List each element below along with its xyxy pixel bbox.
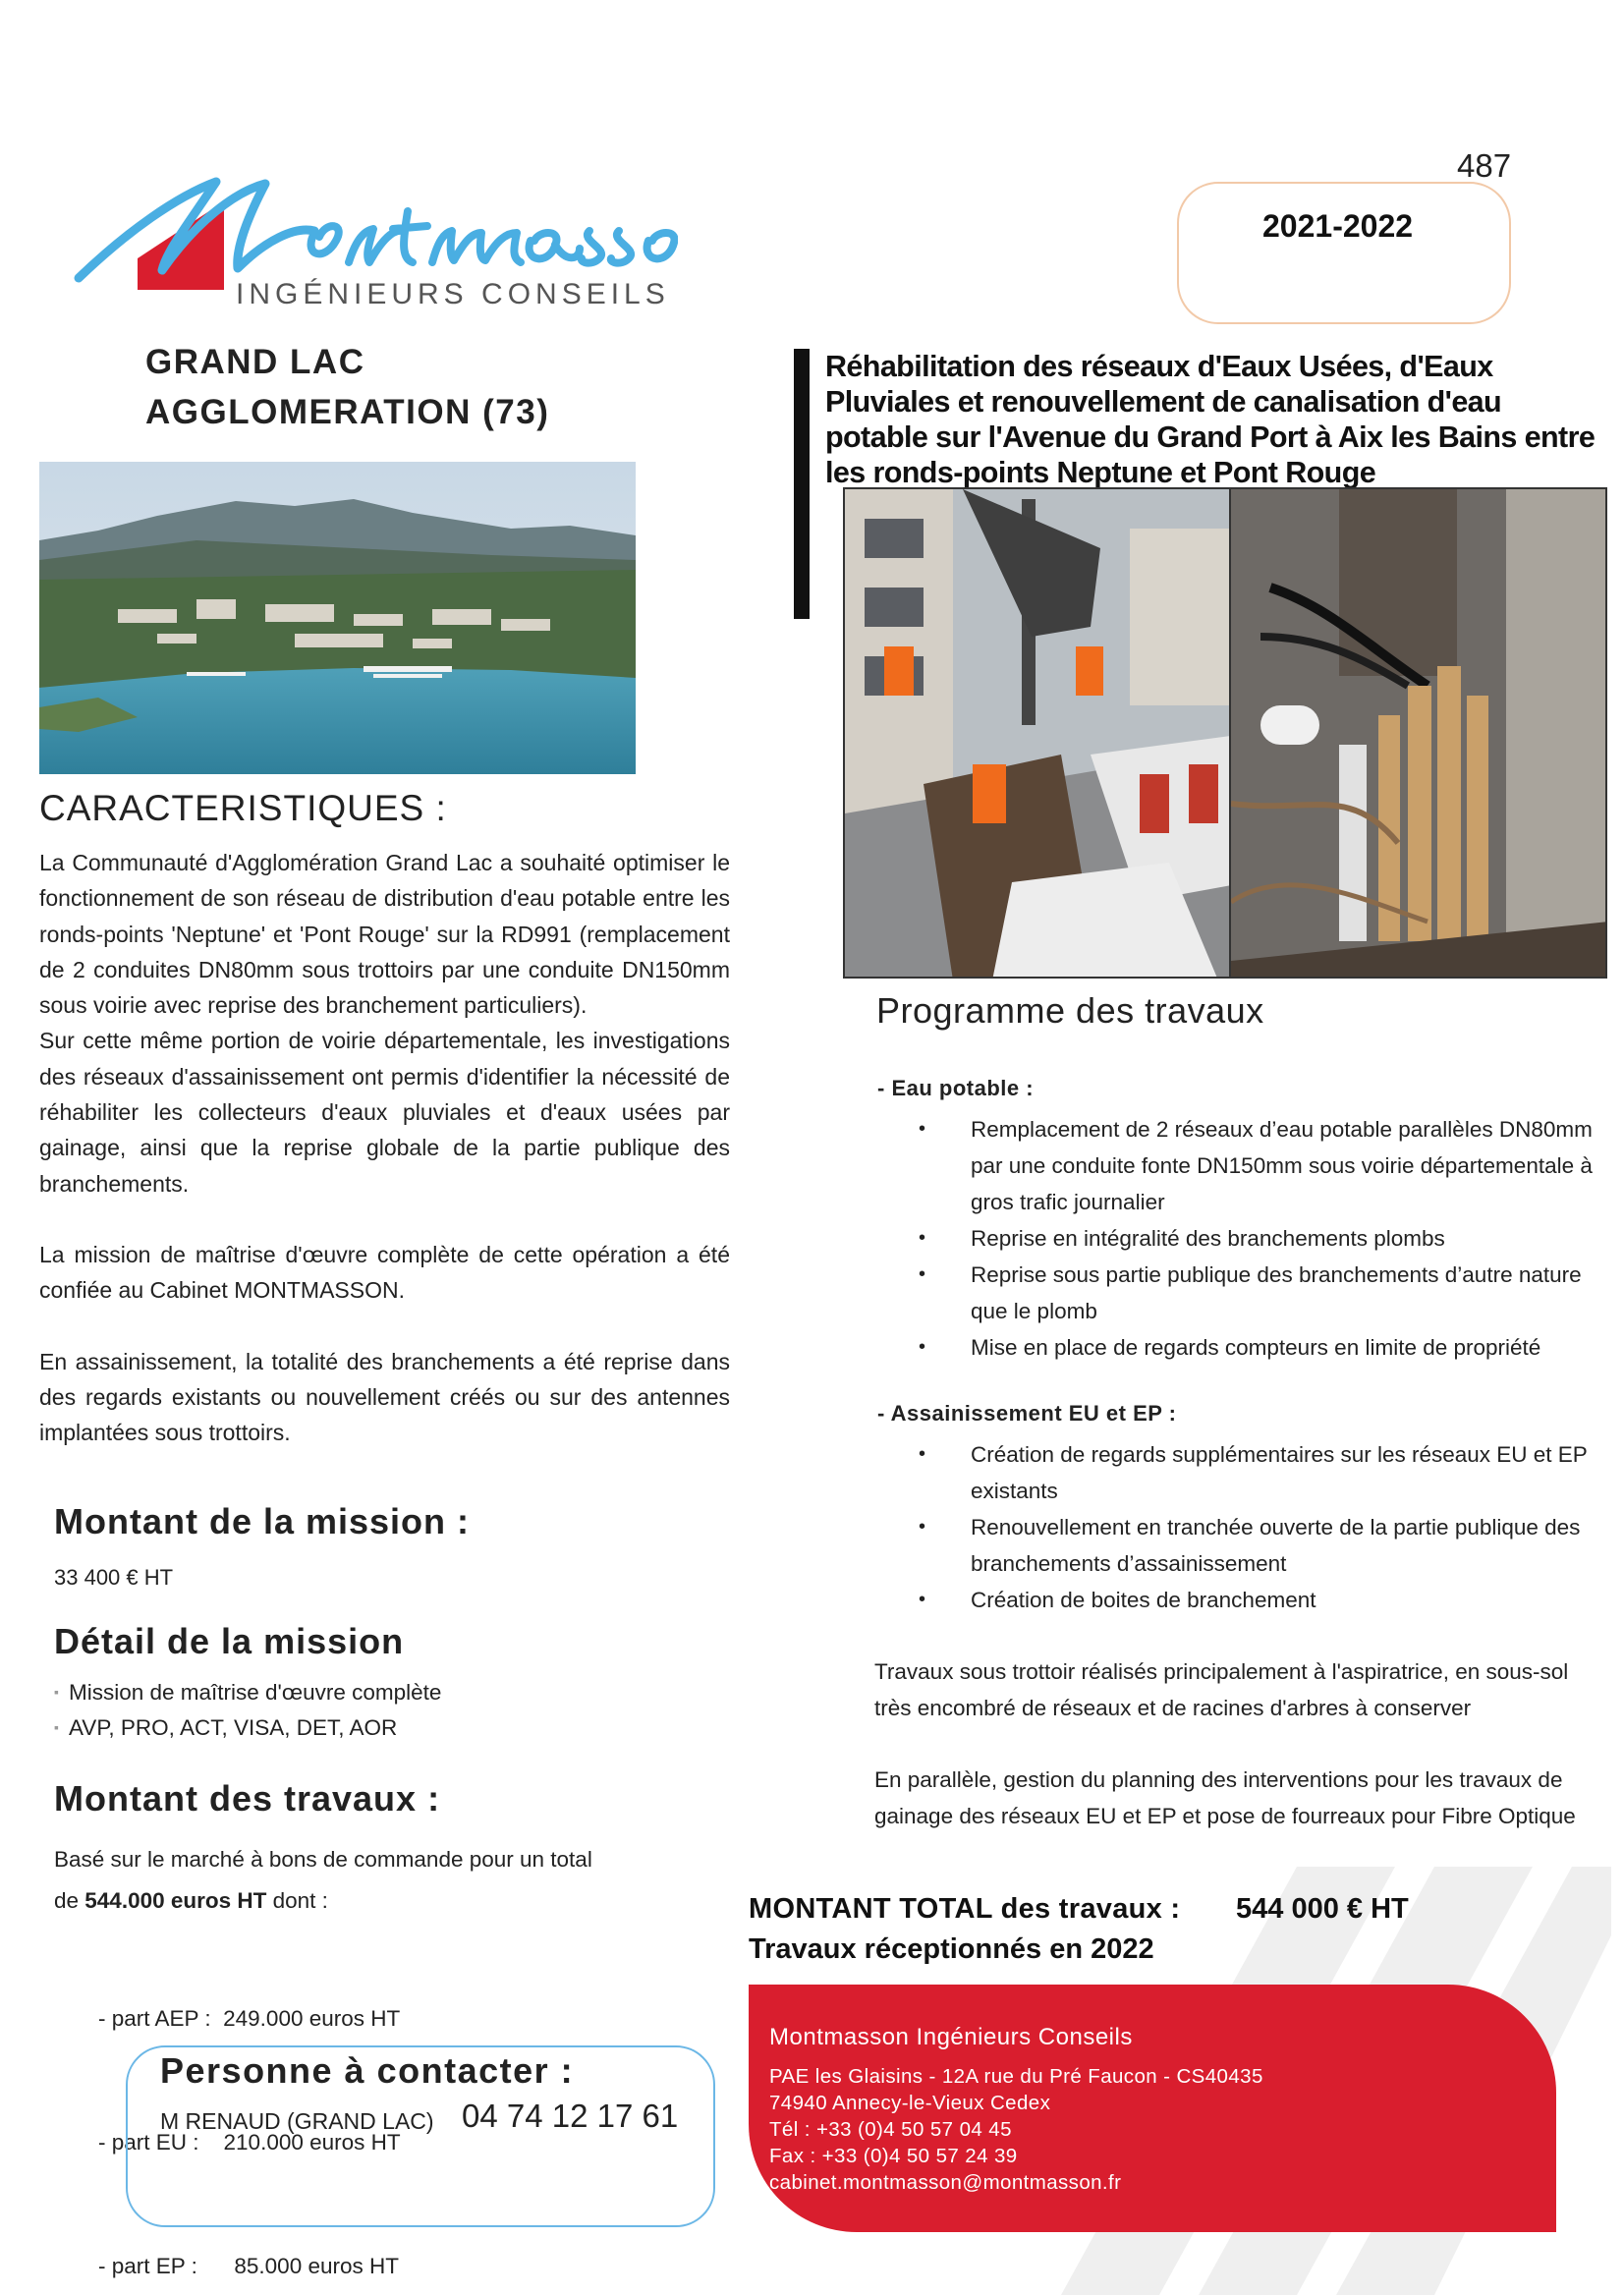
client-name [145, 337, 549, 437]
address-line: PAE les Glaisins - 12A rue du Pré Faucon - CS40435 [769, 2065, 1263, 2088]
works-street-photo [843, 487, 1246, 979]
list-item: • Reprise sous partie publique des branchements d’autre nature que le plomb [874, 1257, 1601, 1329]
address-line: 74940 Annecy-le-Vieux Cedex [769, 2092, 1051, 2114]
project-year: 2021-2022 [1262, 208, 1414, 244]
programme-paragraph-2: En parallèle, gestion du planning des interventions pour les travaux de gainage des réseaux EU et EP et pose de fourreaux pour Fibre Optique [874, 1767, 1576, 1828]
part-aep: - part AEP : 249.000 euros HT [98, 2006, 401, 2031]
client-line-1: GRAND LAC [145, 343, 365, 381]
part-eu: - part EU : 210.000 euros HT [98, 2130, 401, 2155]
spacer [874, 1618, 1601, 1653]
spacer [39, 1202, 730, 1237]
programme-content [874, 1076, 1601, 1834]
contact-name: M RENAUD (GRAND LAC) [160, 2108, 434, 2134]
fax-line: Fax : +33 (0)4 50 57 24 39 [769, 2145, 1018, 2167]
mission-amount-title: Montant de la mission : [54, 1501, 471, 1541]
characteristics-paragraph-3: La mission de maîtrise d'œuvre complète de cette opération a été confiée au Cabinet MONTMASSON. [39, 1241, 730, 1304]
characteristics-paragraph-2: Sur cette même portion de voirie départementale, les investigations des réseaux d'assainissement ont permis d'identifier la nécessité de réhabiliter les collecteurs d'eaux pluviales et d'eaux usées par gainage, ainsi que la reprise globale de la partie publique des branchements. [39, 1028, 730, 1197]
drinking-water-list [874, 1111, 1601, 1366]
spacer [874, 1726, 1601, 1762]
title-accent-bar [794, 349, 810, 619]
page-number: 487 [1457, 147, 1512, 184]
spacer [39, 1309, 730, 1344]
list-item: • Renouvellement en tranchée ouverte de la partie publique des branchements d’assainissement [874, 1509, 1601, 1582]
list-item: • Création de regards supplémentaires sur les réseaux EU et EP existants [874, 1436, 1601, 1509]
list-item: • Mise en place de regards compteurs en limite de propriété [874, 1329, 1601, 1366]
works-amount-suffix: dont : [266, 1888, 328, 1913]
list-item: • Remplacement de 2 réseaux d’eau potable parallèles DN80mm par une conduite fonte DN150mm sous voirie départementale à gros trafic journalier [874, 1111, 1601, 1220]
programme-paragraph-1: Travaux sous trottoir réalisés principalement à l'aspiratrice, en sous-sol très encombré de réseaux et de racines d'arbres à conserver [874, 1659, 1569, 1720]
characteristics-title: CARACTERISTIQUES : [39, 788, 447, 828]
email-link[interactable]: cabinet.montmasson@montmasson.fr [769, 2171, 1122, 2194]
list-item: • Reprise en intégralité des branchements plombs [874, 1220, 1601, 1257]
logo-subtitle: INGÉNIEURS CONSEILS [236, 278, 670, 310]
list-item: • Création de boites de branchement [874, 1582, 1601, 1618]
lake-aerial-photo [39, 462, 636, 774]
list-item: ▪ AVP, PRO, ACT, VISA, DET, AOR [54, 1711, 441, 1747]
reception-note: Travaux réceptionnés en 2022 [749, 1933, 1154, 1965]
works-amount-text [54, 1839, 592, 1922]
works-amount-line-1: Basé sur le marché à bons de commande pour un total [54, 1847, 592, 1872]
characteristics-text [39, 845, 730, 1450]
company-logo [69, 172, 678, 314]
company-address [769, 2063, 1263, 2196]
company-name: Montmasson Ingénieurs Conseils [769, 2024, 1133, 2050]
sanitation-heading: - Assainissement EU et EP : [877, 1401, 1177, 1426]
part-ep: - part EP : 85.000 euros HT [98, 2254, 399, 2278]
characteristics-paragraph-1: La Communauté d'Agglomération Grand Lac a souhaité optimiser le fonctionnement de son réseau de distribution d'eau potable entre les ronds-points 'Neptune' et 'Pont Rouge' sur la RD991 (remplacement de 2 conduites DN80mm sous trottoirs par une conduite DN150mm sous voirie avec reprise des branchement particuliers). [39, 850, 730, 1019]
contact-title: Personne à contacter : [160, 2050, 575, 2091]
client-line-2: AGGLOMERATION (73) [145, 393, 550, 431]
phone-line: Tél : +33 (0)4 50 57 04 45 [769, 2118, 1012, 2141]
mission-detail-list [54, 1676, 441, 1747]
works-amount-prefix: de [54, 1888, 85, 1913]
logo-script-mark [69, 172, 678, 290]
year-box [1177, 182, 1511, 324]
programme-title: Programme des travaux [876, 990, 1264, 1031]
works-trench-photo [1229, 487, 1607, 979]
works-amount-title: Montant des travaux : [54, 1778, 441, 1819]
works-amount-total: 544.000 euros HT [84, 1888, 267, 1913]
total-value: 544 000 € HT [1236, 1893, 1409, 1925]
mission-detail-title: Détail de la mission [54, 1621, 405, 1661]
contact-phone: 04 74 12 17 61 [462, 2098, 679, 2134]
mission-amount-value: 33 400 € HT [54, 1565, 174, 1590]
project-title: Réhabilitation des réseaux d'Eaux Usées, d'Eaux Pluviales et renouvellement de canalisation d'eau potable sur l'Avenue du Grand Port à Aix les Bains entre les ronds-points Neptune et Pont Rouge [825, 350, 1596, 489]
sanitation-list [874, 1436, 1601, 1618]
characteristics-paragraph-4: En assainissement, la totalité des branchements a été reprise dans des regards existants ou nouvellement créés ou sur des antennes implantées sous trottoirs. [39, 1348, 730, 1446]
total-label: MONTANT TOTAL des travaux : [749, 1893, 1181, 1925]
drinking-water-heading: - Eau potable : [877, 1076, 1035, 1100]
spacer [874, 1366, 1601, 1401]
list-item: ▪ Mission de maîtrise d'œuvre complète [54, 1676, 441, 1711]
